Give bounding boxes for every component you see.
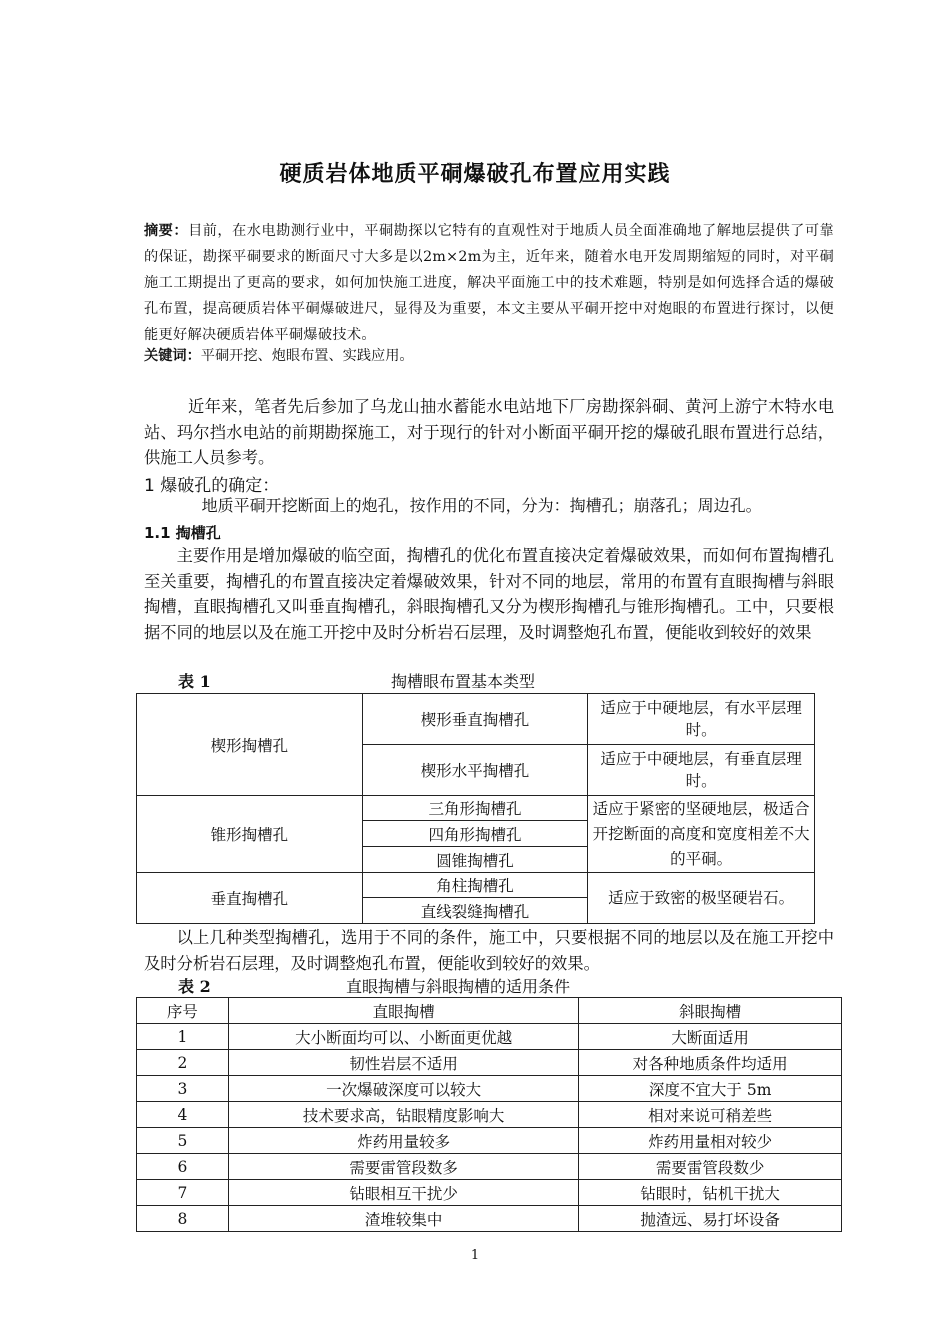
table-cell: 楔形掏槽孔 [137, 694, 363, 796]
table-cell: 楔形垂直掏槽孔 [362, 694, 588, 745]
table-cell: 角柱掏槽孔 [362, 873, 588, 898]
table-cell: 韧性岩层不适用 [228, 1050, 578, 1076]
table-row [137, 1180, 842, 1206]
table-cell: 4 [137, 1102, 229, 1128]
table-cell: 技术要求高，钻眼精度影响大 [228, 1102, 578, 1128]
table-2-label: 表 2 [178, 977, 211, 996]
table-2 [136, 997, 842, 1232]
after-table-1-text: 以上几种类型掏槽孔，选用于不同的条件，施工中，只要根据不同的地层以及在施工开挖中及时分析岩石层理，及时调整炮孔布置，便能收到较好的效果。 [144, 928, 834, 973]
table-2-caption: 直眼掏槽与斜眼掏槽的适用条件 [346, 977, 571, 996]
section-1-text: 地质平硐开挖断面上的炮孔，按作用的不同，分为：掏槽孔；崩落孔；周边孔。 [201, 496, 762, 515]
abstract-label: 摘要： [144, 223, 189, 239]
table-cell: 需要雷管段数多 [228, 1154, 578, 1180]
table-cell: 适应于致密的极坚硬岩石。 [588, 873, 815, 924]
table-row [137, 1102, 842, 1128]
table-cell: 圆锥掏槽孔 [362, 847, 588, 873]
table-row [137, 1076, 842, 1102]
table-cell: 1 [137, 1024, 229, 1050]
document-title: 硬质岩体地质平硐爆破孔布置应用实践 [279, 162, 671, 187]
table-header: 直眼掏槽 [228, 998, 578, 1024]
table-cell: 钻眼相互干扰少 [228, 1180, 578, 1206]
table-cell: 3 [137, 1076, 229, 1102]
section-1-1-text: 主要作用是增加爆破的临空面，掏槽孔的优化布置直接决定着爆破效果，而如何布置掏槽孔至关重要，掏槽孔的布置直接决定着爆破效果，针对不同的地层，常用的布置有直眼掏槽与斜眼掏槽，直眼掏槽孔又叫垂直掏槽孔，斜眼掏槽孔又分为楔形掏槽孔与锥形掏槽孔。工中，只要根据不同的地层以及在施工开挖中及时分析岩石层理，及时调整炮孔布置，便能收到较好的效果 [144, 546, 834, 642]
table-cell: 直线裂缝掏槽孔 [362, 898, 588, 924]
table-cell: 需要雷管段数少 [579, 1154, 842, 1180]
table-cell: 炸药用量较多 [228, 1128, 578, 1154]
keywords-label: 关键词： [144, 348, 201, 364]
table-row [137, 1206, 842, 1232]
abstract [144, 218, 834, 348]
table-row [137, 1050, 842, 1076]
table-cell: 抛渣远、易打坏设备 [579, 1206, 842, 1232]
table-cell: 炸药用量相对较少 [579, 1128, 842, 1154]
table-1-label: 表 1 [178, 672, 211, 691]
table-cell: 6 [137, 1154, 229, 1180]
table-row [137, 1128, 842, 1154]
table-cell: 渣堆较集中 [228, 1206, 578, 1232]
table-cell: 5 [137, 1128, 229, 1154]
table-1 [136, 693, 815, 924]
table-cell: 大小断面均可以、小断面更优越 [228, 1024, 578, 1050]
section-1-heading: 1 爆破孔的确定： [144, 476, 280, 496]
table-cell: 7 [137, 1180, 229, 1206]
table-row [137, 1024, 842, 1050]
table-cell: 一次爆破深度可以较大 [228, 1076, 578, 1102]
table-cell: 适应于中硬地层，有垂直层理时。 [588, 745, 815, 796]
table-cell: 2 [137, 1050, 229, 1076]
table-cell: 楔形水平掏槽孔 [362, 745, 588, 796]
keywords-text: 平硐开挖、炮眼布置、实践应用。 [200, 348, 414, 364]
keywords [144, 346, 414, 366]
table-1-caption: 掏槽眼布置基本类型 [391, 672, 536, 691]
abstract-text: 目前，在水电勘测行业中，平硐勘探以它特有的直观性对于地质人员全面准确地了解地层提供了可靠的保证，勘探平硐要求的断面尺寸大多是以2m×2m为主，近年来，随着水电开发周期缩短的同时，对平硐施工工期提出了更高的要求，如何加快施工进度，解决平面施工中的技术难题，特别是如何选择合适的爆破孔布置，提高硬质岩体平硐爆破进尺，显得及为重要，本文主要从平硐开挖中对炮眼的布置进行探讨，以便能更好解决硬质岩体平硐爆破技术。 [144, 223, 835, 343]
table-cell: 深度不宜大于 5m [579, 1076, 842, 1102]
table-cell: 锥形掏槽孔 [137, 796, 363, 873]
section-1-1-heading: 1.1 掏槽孔 [144, 524, 221, 542]
table-header: 序号 [137, 998, 229, 1024]
table-cell: 三角形掏槽孔 [362, 796, 588, 821]
table-row [137, 1154, 842, 1180]
table-cell: 8 [137, 1206, 229, 1232]
table-cell: 适应于中硬地层，有水平层理时。 [588, 694, 815, 745]
page-number: 1 [470, 1248, 480, 1263]
table-cell: 适应于紧密的坚硬地层，极适合开挖断面的高度和宽度相差不大的平硐。 [588, 796, 815, 873]
intro-paragraph: 近年来，笔者先后参加了乌龙山抽水蓄能水电站地下厂房勘探斜硐、黄河上游宁木特水电站、玛尔挡水电站的前期勘探施工，对于现行的针对小断面平硐开挖的爆破孔眼布置进行总结，供施工人员参考。 [144, 397, 834, 467]
table-cell: 对各种地质条件均适用 [579, 1050, 842, 1076]
table-cell: 四角形掏槽孔 [362, 821, 588, 847]
table-cell: 垂直掏槽孔 [137, 873, 363, 924]
table-cell: 相对来说可稍差些 [579, 1102, 842, 1128]
table-cell: 大断面适用 [579, 1024, 842, 1050]
table-header: 斜眼掏槽 [579, 998, 842, 1024]
table-cell: 钻眼时，钻机干扰大 [579, 1180, 842, 1206]
